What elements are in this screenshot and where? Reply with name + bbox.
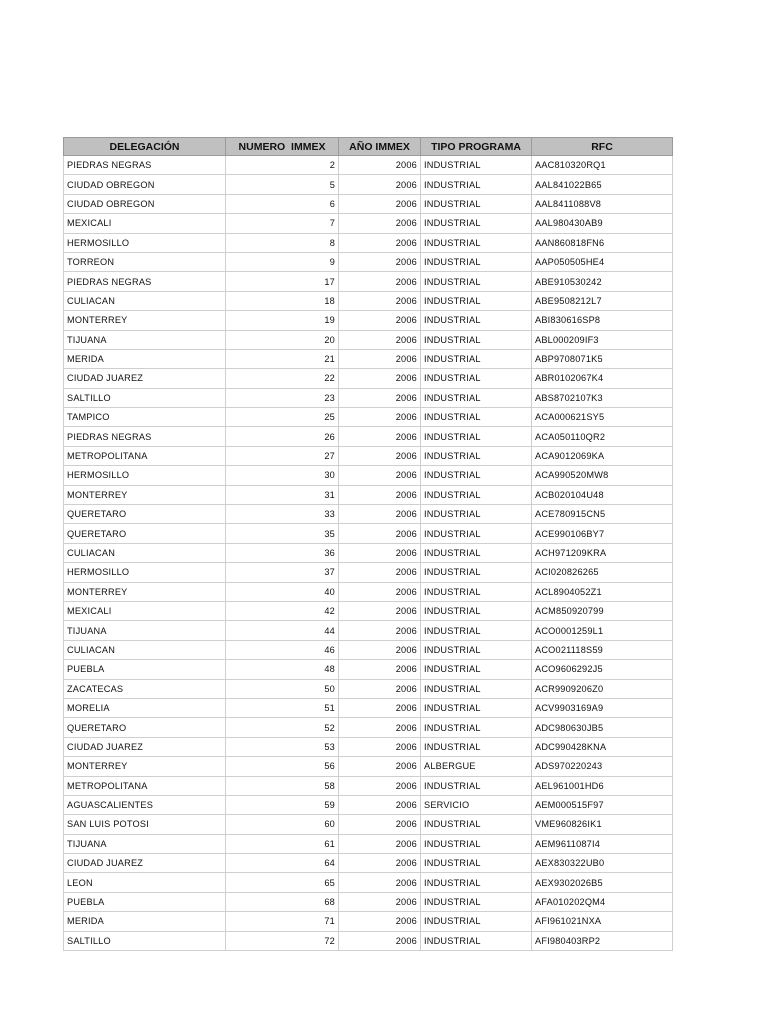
cell-numero-immex: 17 — [226, 272, 339, 291]
table-row — [64, 854, 673, 873]
table-row — [64, 757, 673, 776]
cell-ano-immex: 2006 — [339, 892, 421, 911]
cell-tipo-programa: INDUSTRIAL — [421, 485, 532, 504]
cell-numero-immex: 26 — [226, 427, 339, 446]
cell-ano-immex: 2006 — [339, 640, 421, 659]
cell-numero-immex: 65 — [226, 873, 339, 892]
cell-ano-immex: 2006 — [339, 621, 421, 640]
table-row — [64, 892, 673, 911]
cell-ano-immex: 2006 — [339, 505, 421, 524]
cell-tipo-programa: INDUSTRIAL — [421, 311, 532, 330]
cell-rfc: ACV9903169A9 — [532, 698, 673, 717]
cell-numero-immex: 71 — [226, 912, 339, 931]
cell-ano-immex: 2006 — [339, 873, 421, 892]
cell-numero-immex: 61 — [226, 834, 339, 853]
cell-tipo-programa: INDUSTRIAL — [421, 466, 532, 485]
cell-numero-immex: 30 — [226, 466, 339, 485]
cell-ano-immex: 2006 — [339, 912, 421, 931]
cell-tipo-programa: INDUSTRIAL — [421, 233, 532, 252]
header-tipo-programa: TIPO PROGRAMA — [421, 138, 532, 156]
cell-ano-immex: 2006 — [339, 698, 421, 717]
cell-delegacion: SALTILLO — [64, 388, 226, 407]
cell-delegacion: PIEDRAS NEGRAS — [64, 272, 226, 291]
cell-tipo-programa: INDUSTRIAL — [421, 912, 532, 931]
cell-tipo-programa: INDUSTRIAL — [421, 330, 532, 349]
table-row — [64, 795, 673, 814]
cell-rfc: ADC990428KNA — [532, 737, 673, 756]
table-row — [64, 543, 673, 562]
cell-numero-immex: 22 — [226, 369, 339, 388]
cell-rfc: AFI980403RP2 — [532, 931, 673, 950]
cell-tipo-programa: INDUSTRIAL — [421, 892, 532, 911]
cell-delegacion: CULIACAN — [64, 543, 226, 562]
cell-delegacion: MERIDA — [64, 349, 226, 368]
cell-rfc: ABE9508212L7 — [532, 291, 673, 310]
cell-ano-immex: 2006 — [339, 795, 421, 814]
cell-rfc: AFA010202QM4 — [532, 892, 673, 911]
cell-delegacion: CIUDAD JUAREZ — [64, 854, 226, 873]
cell-ano-immex: 2006 — [339, 388, 421, 407]
table-row — [64, 931, 673, 950]
cell-ano-immex: 2006 — [339, 175, 421, 194]
table-row — [64, 466, 673, 485]
cell-numero-immex: 58 — [226, 776, 339, 795]
cell-ano-immex: 2006 — [339, 737, 421, 756]
cell-ano-immex: 2006 — [339, 252, 421, 271]
cell-rfc: AFI961021NXA — [532, 912, 673, 931]
table-row — [64, 815, 673, 834]
cell-ano-immex: 2006 — [339, 272, 421, 291]
cell-rfc: ACA000621SY5 — [532, 408, 673, 427]
cell-tipo-programa: INDUSTRIAL — [421, 563, 532, 582]
cell-numero-immex: 64 — [226, 854, 339, 873]
cell-ano-immex: 2006 — [339, 601, 421, 620]
cell-tipo-programa: INDUSTRIAL — [421, 582, 532, 601]
cell-rfc: ACA990520MW8 — [532, 466, 673, 485]
cell-delegacion: MORELIA — [64, 698, 226, 717]
cell-rfc: AEL961001HD6 — [532, 776, 673, 795]
cell-tipo-programa: INDUSTRIAL — [421, 272, 532, 291]
header-ano-immex: AÑO IMMEX — [339, 138, 421, 156]
cell-ano-immex: 2006 — [339, 679, 421, 698]
cell-tipo-programa: INDUSTRIAL — [421, 408, 532, 427]
cell-tipo-programa: INDUSTRIAL — [421, 194, 532, 213]
table-row — [64, 388, 673, 407]
cell-ano-immex: 2006 — [339, 524, 421, 543]
cell-delegacion: MEXICALI — [64, 601, 226, 620]
cell-delegacion: TIJUANA — [64, 330, 226, 349]
cell-tipo-programa: INDUSTRIAL — [421, 854, 532, 873]
cell-delegacion: HERMOSILLO — [64, 466, 226, 485]
table-row — [64, 427, 673, 446]
cell-ano-immex: 2006 — [339, 214, 421, 233]
cell-delegacion: HERMOSILLO — [64, 563, 226, 582]
cell-numero-immex: 35 — [226, 524, 339, 543]
table-row — [64, 621, 673, 640]
cell-tipo-programa: INDUSTRIAL — [421, 776, 532, 795]
cell-numero-immex: 42 — [226, 601, 339, 620]
table-header-row — [64, 138, 673, 156]
cell-numero-immex: 46 — [226, 640, 339, 659]
cell-tipo-programa: INDUSTRIAL — [421, 834, 532, 853]
cell-tipo-programa: INDUSTRIAL — [421, 446, 532, 465]
cell-rfc: ACO9606292J5 — [532, 660, 673, 679]
cell-tipo-programa: INDUSTRIAL — [421, 252, 532, 271]
cell-ano-immex: 2006 — [339, 660, 421, 679]
cell-delegacion: TIJUANA — [64, 834, 226, 853]
cell-delegacion: MERIDA — [64, 912, 226, 931]
cell-delegacion: METROPOLITANA — [64, 446, 226, 465]
cell-delegacion: AGUASCALIENTES — [64, 795, 226, 814]
cell-rfc: ABR0102067K4 — [532, 369, 673, 388]
cell-tipo-programa: INDUSTRIAL — [421, 427, 532, 446]
cell-delegacion: PUEBLA — [64, 892, 226, 911]
cell-numero-immex: 36 — [226, 543, 339, 562]
cell-rfc: ACR9909206Z0 — [532, 679, 673, 698]
table-row — [64, 679, 673, 698]
table-row — [64, 873, 673, 892]
cell-tipo-programa: INDUSTRIAL — [421, 601, 532, 620]
cell-numero-immex: 20 — [226, 330, 339, 349]
cell-tipo-programa: SERVICIO — [421, 795, 532, 814]
cell-tipo-programa: INDUSTRIAL — [421, 369, 532, 388]
cell-numero-immex: 51 — [226, 698, 339, 717]
cell-tipo-programa: INDUSTRIAL — [421, 291, 532, 310]
cell-numero-immex: 60 — [226, 815, 339, 834]
cell-tipo-programa: ALBERGUE — [421, 757, 532, 776]
cell-delegacion: LEON — [64, 873, 226, 892]
cell-ano-immex: 2006 — [339, 757, 421, 776]
cell-rfc: ACO021118S59 — [532, 640, 673, 659]
table-row — [64, 252, 673, 271]
cell-ano-immex: 2006 — [339, 931, 421, 950]
cell-tipo-programa: INDUSTRIAL — [421, 698, 532, 717]
cell-delegacion: CIUDAD JUAREZ — [64, 737, 226, 756]
table-row — [64, 349, 673, 368]
cell-ano-immex: 2006 — [339, 311, 421, 330]
immex-spreadsheet — [63, 137, 672, 951]
cell-rfc: ACB020104U48 — [532, 485, 673, 504]
cell-ano-immex: 2006 — [339, 543, 421, 562]
table-row — [64, 737, 673, 756]
cell-delegacion: MONTERREY — [64, 757, 226, 776]
table-row — [64, 485, 673, 504]
table-row — [64, 233, 673, 252]
cell-ano-immex: 2006 — [339, 233, 421, 252]
header-delegacion: DELEGACIÓN — [64, 138, 226, 156]
cell-tipo-programa: INDUSTRIAL — [421, 349, 532, 368]
cell-tipo-programa: INDUSTRIAL — [421, 718, 532, 737]
cell-rfc: AAL8411088V8 — [532, 194, 673, 213]
cell-tipo-programa: INDUSTRIAL — [421, 873, 532, 892]
cell-ano-immex: 2006 — [339, 466, 421, 485]
cell-rfc: AAC810320RQ1 — [532, 156, 673, 175]
table-row — [64, 156, 673, 175]
cell-ano-immex: 2006 — [339, 776, 421, 795]
cell-numero-immex: 33 — [226, 505, 339, 524]
cell-numero-immex: 23 — [226, 388, 339, 407]
table-row — [64, 194, 673, 213]
cell-tipo-programa: INDUSTRIAL — [421, 737, 532, 756]
cell-delegacion: PIEDRAS NEGRAS — [64, 427, 226, 446]
table-row — [64, 214, 673, 233]
cell-delegacion: MEXICALI — [64, 214, 226, 233]
cell-ano-immex: 2006 — [339, 194, 421, 213]
cell-numero-immex: 9 — [226, 252, 339, 271]
cell-numero-immex: 72 — [226, 931, 339, 950]
cell-numero-immex: 44 — [226, 621, 339, 640]
cell-rfc: ACA050110QR2 — [532, 427, 673, 446]
table-row — [64, 330, 673, 349]
table-row — [64, 698, 673, 717]
cell-rfc: ACL8904052Z1 — [532, 582, 673, 601]
table-row — [64, 311, 673, 330]
cell-ano-immex: 2006 — [339, 563, 421, 582]
cell-ano-immex: 2006 — [339, 369, 421, 388]
cell-rfc: AEX830322UB0 — [532, 854, 673, 873]
cell-delegacion: CULIACAN — [64, 291, 226, 310]
cell-rfc: ACI020826265 — [532, 563, 673, 582]
table-row — [64, 582, 673, 601]
table-row — [64, 563, 673, 582]
cell-delegacion: TIJUANA — [64, 621, 226, 640]
table-row — [64, 660, 673, 679]
cell-tipo-programa: INDUSTRIAL — [421, 214, 532, 233]
cell-rfc: ACE990106BY7 — [532, 524, 673, 543]
cell-tipo-programa: INDUSTRIAL — [421, 931, 532, 950]
cell-ano-immex: 2006 — [339, 854, 421, 873]
table-row — [64, 505, 673, 524]
table-row — [64, 291, 673, 310]
cell-delegacion: CIUDAD OBREGON — [64, 175, 226, 194]
cell-numero-immex: 6 — [226, 194, 339, 213]
cell-tipo-programa: INDUSTRIAL — [421, 815, 532, 834]
cell-rfc: ABL000209IF3 — [532, 330, 673, 349]
cell-ano-immex: 2006 — [339, 330, 421, 349]
cell-ano-immex: 2006 — [339, 408, 421, 427]
cell-delegacion: METROPOLITANA — [64, 776, 226, 795]
cell-rfc: ACH971209KRA — [532, 543, 673, 562]
cell-numero-immex: 27 — [226, 446, 339, 465]
header-rfc: RFC — [532, 138, 673, 156]
cell-delegacion: QUERETARO — [64, 505, 226, 524]
cell-delegacion: MONTERREY — [64, 582, 226, 601]
cell-numero-immex: 7 — [226, 214, 339, 233]
cell-numero-immex: 52 — [226, 718, 339, 737]
cell-rfc: AAL980430AB9 — [532, 214, 673, 233]
table-row — [64, 834, 673, 853]
table-row — [64, 776, 673, 795]
cell-numero-immex: 40 — [226, 582, 339, 601]
cell-rfc: AAN860818FN6 — [532, 233, 673, 252]
cell-rfc: ADC980630JB5 — [532, 718, 673, 737]
cell-delegacion: CIUDAD OBREGON — [64, 194, 226, 213]
cell-tipo-programa: INDUSTRIAL — [421, 679, 532, 698]
cell-tipo-programa: INDUSTRIAL — [421, 388, 532, 407]
cell-ano-immex: 2006 — [339, 427, 421, 446]
cell-delegacion: TORREON — [64, 252, 226, 271]
cell-delegacion: PIEDRAS NEGRAS — [64, 156, 226, 175]
cell-rfc: ABI830616SP8 — [532, 311, 673, 330]
cell-tipo-programa: INDUSTRIAL — [421, 543, 532, 562]
table-row — [64, 601, 673, 620]
cell-numero-immex: 31 — [226, 485, 339, 504]
cell-delegacion: HERMOSILLO — [64, 233, 226, 252]
cell-rfc: AAP050505HE4 — [532, 252, 673, 271]
cell-rfc: AAL841022B65 — [532, 175, 673, 194]
cell-tipo-programa: INDUSTRIAL — [421, 175, 532, 194]
cell-numero-immex: 37 — [226, 563, 339, 582]
cell-rfc: ACM850920799 — [532, 601, 673, 620]
cell-rfc: ABS8702107K3 — [532, 388, 673, 407]
header-numero-immex: NUMERO IMMEX — [226, 138, 339, 156]
cell-delegacion: QUERETARO — [64, 524, 226, 543]
table-row — [64, 718, 673, 737]
table-row — [64, 408, 673, 427]
cell-delegacion: ZACATECAS — [64, 679, 226, 698]
cell-delegacion: PUEBLA — [64, 660, 226, 679]
cell-rfc: VME960826IK1 — [532, 815, 673, 834]
table-row — [64, 640, 673, 659]
cell-numero-immex: 68 — [226, 892, 339, 911]
cell-numero-immex: 18 — [226, 291, 339, 310]
cell-numero-immex: 19 — [226, 311, 339, 330]
cell-delegacion: SALTILLO — [64, 931, 226, 950]
cell-tipo-programa: INDUSTRIAL — [421, 524, 532, 543]
cell-delegacion: CULIACAN — [64, 640, 226, 659]
cell-ano-immex: 2006 — [339, 156, 421, 175]
table-row — [64, 369, 673, 388]
cell-numero-immex: 48 — [226, 660, 339, 679]
cell-numero-immex: 56 — [226, 757, 339, 776]
table-row — [64, 446, 673, 465]
cell-numero-immex: 21 — [226, 349, 339, 368]
cell-numero-immex: 8 — [226, 233, 339, 252]
cell-numero-immex: 59 — [226, 795, 339, 814]
cell-delegacion: SAN LUIS POTOSI — [64, 815, 226, 834]
cell-ano-immex: 2006 — [339, 291, 421, 310]
cell-rfc: AEM000515F97 — [532, 795, 673, 814]
cell-numero-immex: 25 — [226, 408, 339, 427]
cell-ano-immex: 2006 — [339, 446, 421, 465]
cell-tipo-programa: INDUSTRIAL — [421, 640, 532, 659]
cell-rfc: AEM9611087I4 — [532, 834, 673, 853]
cell-rfc: ADS970220243 — [532, 757, 673, 776]
cell-rfc: ACO0001259L1 — [532, 621, 673, 640]
immex-table — [63, 137, 673, 951]
cell-numero-immex: 5 — [226, 175, 339, 194]
cell-numero-immex: 50 — [226, 679, 339, 698]
cell-ano-immex: 2006 — [339, 485, 421, 504]
cell-tipo-programa: INDUSTRIAL — [421, 621, 532, 640]
cell-rfc: AEX9302026B5 — [532, 873, 673, 892]
cell-delegacion: MONTERREY — [64, 311, 226, 330]
cell-numero-immex: 2 — [226, 156, 339, 175]
cell-delegacion: TAMPICO — [64, 408, 226, 427]
cell-ano-immex: 2006 — [339, 718, 421, 737]
table-row — [64, 524, 673, 543]
cell-ano-immex: 2006 — [339, 582, 421, 601]
cell-numero-immex: 53 — [226, 737, 339, 756]
table-row — [64, 912, 673, 931]
cell-rfc: ABP9708071K5 — [532, 349, 673, 368]
cell-ano-immex: 2006 — [339, 349, 421, 368]
cell-tipo-programa: INDUSTRIAL — [421, 505, 532, 524]
cell-ano-immex: 2006 — [339, 815, 421, 834]
table-row — [64, 272, 673, 291]
cell-delegacion: MONTERREY — [64, 485, 226, 504]
cell-delegacion: CIUDAD JUAREZ — [64, 369, 226, 388]
cell-rfc: ABE910530242 — [532, 272, 673, 291]
cell-rfc: ACA9012069KA — [532, 446, 673, 465]
table-row — [64, 175, 673, 194]
cell-ano-immex: 2006 — [339, 834, 421, 853]
cell-tipo-programa: INDUSTRIAL — [421, 660, 532, 679]
cell-delegacion: QUERETARO — [64, 718, 226, 737]
cell-rfc: ACE780915CN5 — [532, 505, 673, 524]
cell-tipo-programa: INDUSTRIAL — [421, 156, 532, 175]
